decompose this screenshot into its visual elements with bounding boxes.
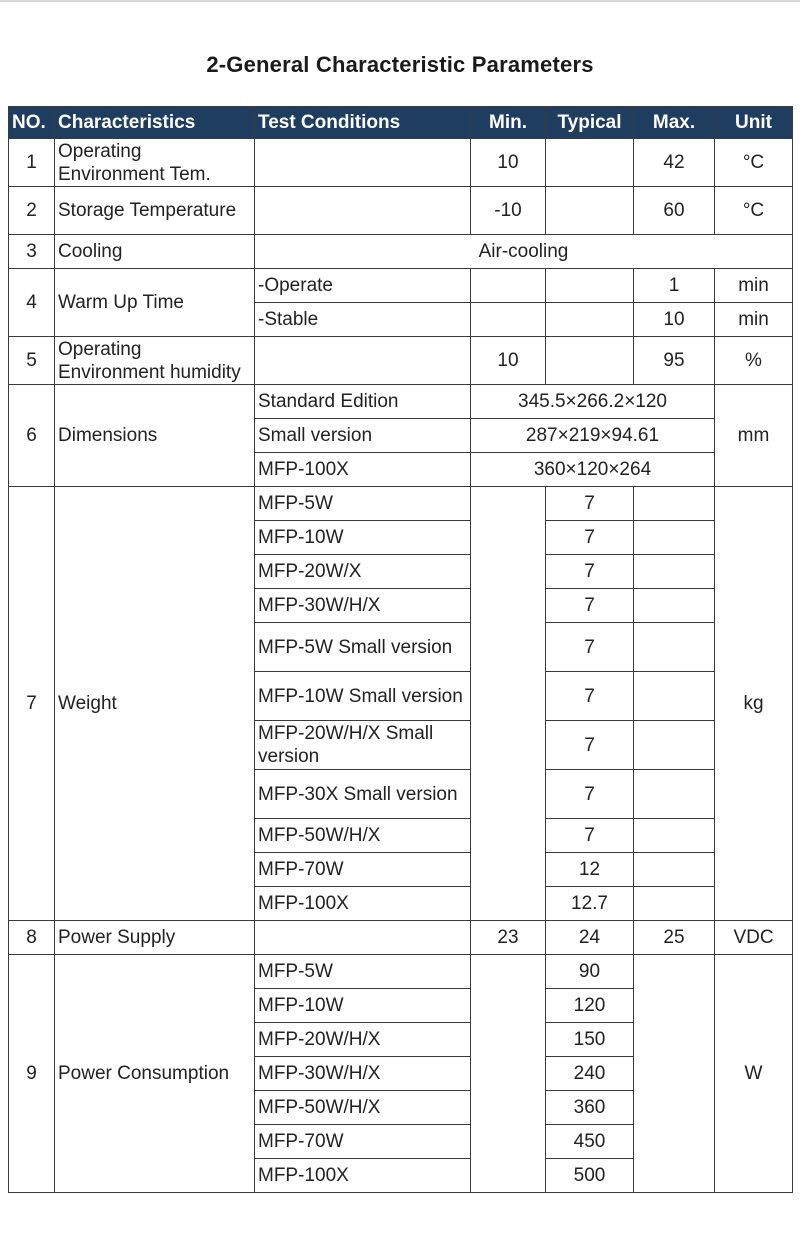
unit-cell: °C bbox=[715, 187, 793, 235]
max-cell: 42 bbox=[634, 139, 715, 187]
typical-cell: 12.7 bbox=[546, 887, 634, 921]
test-condition-cell: MFP-10W bbox=[255, 521, 471, 555]
test-condition-cell: MFP-50W/H/X bbox=[255, 819, 471, 853]
test-condition-cell: MFP-100X bbox=[255, 887, 471, 921]
table-row bbox=[9, 139, 793, 187]
unit-cell: % bbox=[715, 337, 793, 385]
typical-cell: 90 bbox=[546, 955, 634, 989]
typical-cell: 120 bbox=[546, 989, 634, 1023]
typical-cell: 450 bbox=[546, 1125, 634, 1159]
characteristic-cell: Cooling bbox=[55, 235, 255, 269]
typical-cell: 150 bbox=[546, 1023, 634, 1057]
test-condition-cell: MFP-50W/H/X bbox=[255, 1091, 471, 1125]
max-cell bbox=[634, 623, 715, 672]
characteristic-cell: Dimensions bbox=[55, 385, 255, 487]
parameters-table bbox=[8, 106, 793, 1193]
min-cell: 10 bbox=[471, 337, 546, 385]
typical-cell: 7 bbox=[546, 555, 634, 589]
dimension-value-cell: 345.5×266.2×120 bbox=[471, 385, 715, 419]
unit-cell: mm bbox=[715, 385, 793, 487]
max-cell: 10 bbox=[634, 303, 715, 337]
row-number: 8 bbox=[9, 921, 55, 955]
max-cell: 60 bbox=[634, 187, 715, 235]
characteristic-cell: Operating Environment humidity bbox=[55, 337, 255, 385]
row-number: 4 bbox=[9, 269, 55, 337]
max-cell bbox=[634, 819, 715, 853]
unit-cell: min bbox=[715, 303, 793, 337]
typical-cell: 7 bbox=[546, 487, 634, 521]
dimension-value-cell: 360×120×264 bbox=[471, 453, 715, 487]
typical-cell: 12 bbox=[546, 853, 634, 887]
header-test-conditions: Test Conditions bbox=[255, 107, 471, 139]
test-condition-cell: -Stable bbox=[255, 303, 471, 337]
test-condition-cell: MFP-10W bbox=[255, 989, 471, 1023]
characteristic-cell: Operating Environment Tem. bbox=[55, 139, 255, 187]
test-condition-cell: MFP-20W/H/X Small version bbox=[255, 721, 471, 770]
typical-cell: 360 bbox=[546, 1091, 634, 1125]
characteristic-cell: Warm Up Time bbox=[55, 269, 255, 337]
max-cell: 25 bbox=[634, 921, 715, 955]
unit-cell: °C bbox=[715, 139, 793, 187]
max-cell bbox=[634, 521, 715, 555]
min-cell: 23 bbox=[471, 921, 546, 955]
typical-cell: 7 bbox=[546, 770, 634, 819]
min-cell bbox=[471, 487, 546, 921]
page-title: 2-General Characteristic Parameters bbox=[206, 52, 594, 77]
header-characteristics: Characteristics bbox=[55, 107, 255, 139]
row-number: 1 bbox=[9, 139, 55, 187]
cooling-value-cell: Air-cooling bbox=[255, 235, 793, 269]
header-no: NO. bbox=[9, 107, 55, 139]
min-cell bbox=[471, 955, 546, 1193]
row-number: 7 bbox=[9, 487, 55, 921]
max-cell bbox=[634, 887, 715, 921]
test-condition-cell: Standard Edition bbox=[255, 385, 471, 419]
row-number: 6 bbox=[9, 385, 55, 487]
max-cell bbox=[634, 589, 715, 623]
characteristic-cell: Power Consumption bbox=[55, 955, 255, 1193]
typical-cell: 240 bbox=[546, 1057, 634, 1091]
unit-cell: W bbox=[715, 955, 793, 1193]
test-condition-cell bbox=[255, 187, 471, 235]
max-cell bbox=[634, 487, 715, 521]
typical-cell bbox=[546, 187, 634, 235]
max-cell bbox=[634, 853, 715, 887]
test-condition-cell bbox=[255, 921, 471, 955]
min-cell: 10 bbox=[471, 139, 546, 187]
max-cell: 95 bbox=[634, 337, 715, 385]
header-max: Max. bbox=[634, 107, 715, 139]
characteristic-cell: Storage Temperature bbox=[55, 187, 255, 235]
table-row bbox=[9, 487, 793, 521]
test-condition-cell: MFP-70W bbox=[255, 853, 471, 887]
typical-cell bbox=[546, 337, 634, 385]
typical-cell: 500 bbox=[546, 1159, 634, 1193]
header-unit: Unit bbox=[715, 107, 793, 139]
test-condition-cell: MFP-30W/H/X bbox=[255, 589, 471, 623]
typical-cell: 7 bbox=[546, 589, 634, 623]
typical-cell: 7 bbox=[546, 521, 634, 555]
top-divider bbox=[0, 0, 800, 2]
max-cell bbox=[634, 555, 715, 589]
test-condition-cell: MFP-5W Small version bbox=[255, 623, 471, 672]
test-condition-cell: MFP-20W/X bbox=[255, 555, 471, 589]
test-condition-cell: MFP-10W Small version bbox=[255, 672, 471, 721]
table-row bbox=[9, 187, 793, 235]
min-cell bbox=[471, 269, 546, 303]
test-condition-cell: MFP-30W/H/X bbox=[255, 1057, 471, 1091]
characteristic-cell: Weight bbox=[55, 487, 255, 921]
test-condition-cell: Small version bbox=[255, 419, 471, 453]
typical-cell bbox=[546, 303, 634, 337]
test-condition-cell bbox=[255, 337, 471, 385]
typical-cell: 24 bbox=[546, 921, 634, 955]
characteristic-cell: Power Supply bbox=[55, 921, 255, 955]
max-cell bbox=[634, 672, 715, 721]
typical-cell: 7 bbox=[546, 721, 634, 770]
test-condition-cell: MFP-20W/H/X bbox=[255, 1023, 471, 1057]
test-condition-cell bbox=[255, 139, 471, 187]
unit-cell: min bbox=[715, 269, 793, 303]
unit-cell: kg bbox=[715, 487, 793, 921]
min-cell bbox=[471, 303, 546, 337]
test-condition-cell: MFP-70W bbox=[255, 1125, 471, 1159]
table-row bbox=[9, 269, 793, 303]
max-cell bbox=[634, 955, 715, 1193]
dimension-value-cell: 287×219×94.61 bbox=[471, 419, 715, 453]
row-number: 9 bbox=[9, 955, 55, 1193]
row-number: 3 bbox=[9, 235, 55, 269]
test-condition-cell: MFP-100X bbox=[255, 1159, 471, 1193]
typical-cell: 7 bbox=[546, 623, 634, 672]
typical-cell bbox=[546, 269, 634, 303]
max-cell: 1 bbox=[634, 269, 715, 303]
row-number: 2 bbox=[9, 187, 55, 235]
table-row bbox=[9, 955, 793, 989]
header-typical: Typical bbox=[546, 107, 634, 139]
max-cell bbox=[634, 770, 715, 819]
test-condition-cell: MFP-100X bbox=[255, 453, 471, 487]
row-number: 5 bbox=[9, 337, 55, 385]
table-row bbox=[9, 235, 793, 269]
table-row bbox=[9, 921, 793, 955]
typical-cell: 7 bbox=[546, 672, 634, 721]
test-condition-cell: MFP-5W bbox=[255, 487, 471, 521]
table-row bbox=[9, 337, 793, 385]
test-condition-cell: MFP-30X Small version bbox=[255, 770, 471, 819]
min-cell: -10 bbox=[471, 187, 546, 235]
header-row bbox=[9, 107, 793, 139]
unit-cell: VDC bbox=[715, 921, 793, 955]
typical-cell: 7 bbox=[546, 819, 634, 853]
max-cell bbox=[634, 721, 715, 770]
header-min: Min. bbox=[471, 107, 546, 139]
table-row bbox=[9, 385, 793, 419]
test-condition-cell: -Operate bbox=[255, 269, 471, 303]
typical-cell bbox=[546, 139, 634, 187]
test-condition-cell: MFP-5W bbox=[255, 955, 471, 989]
